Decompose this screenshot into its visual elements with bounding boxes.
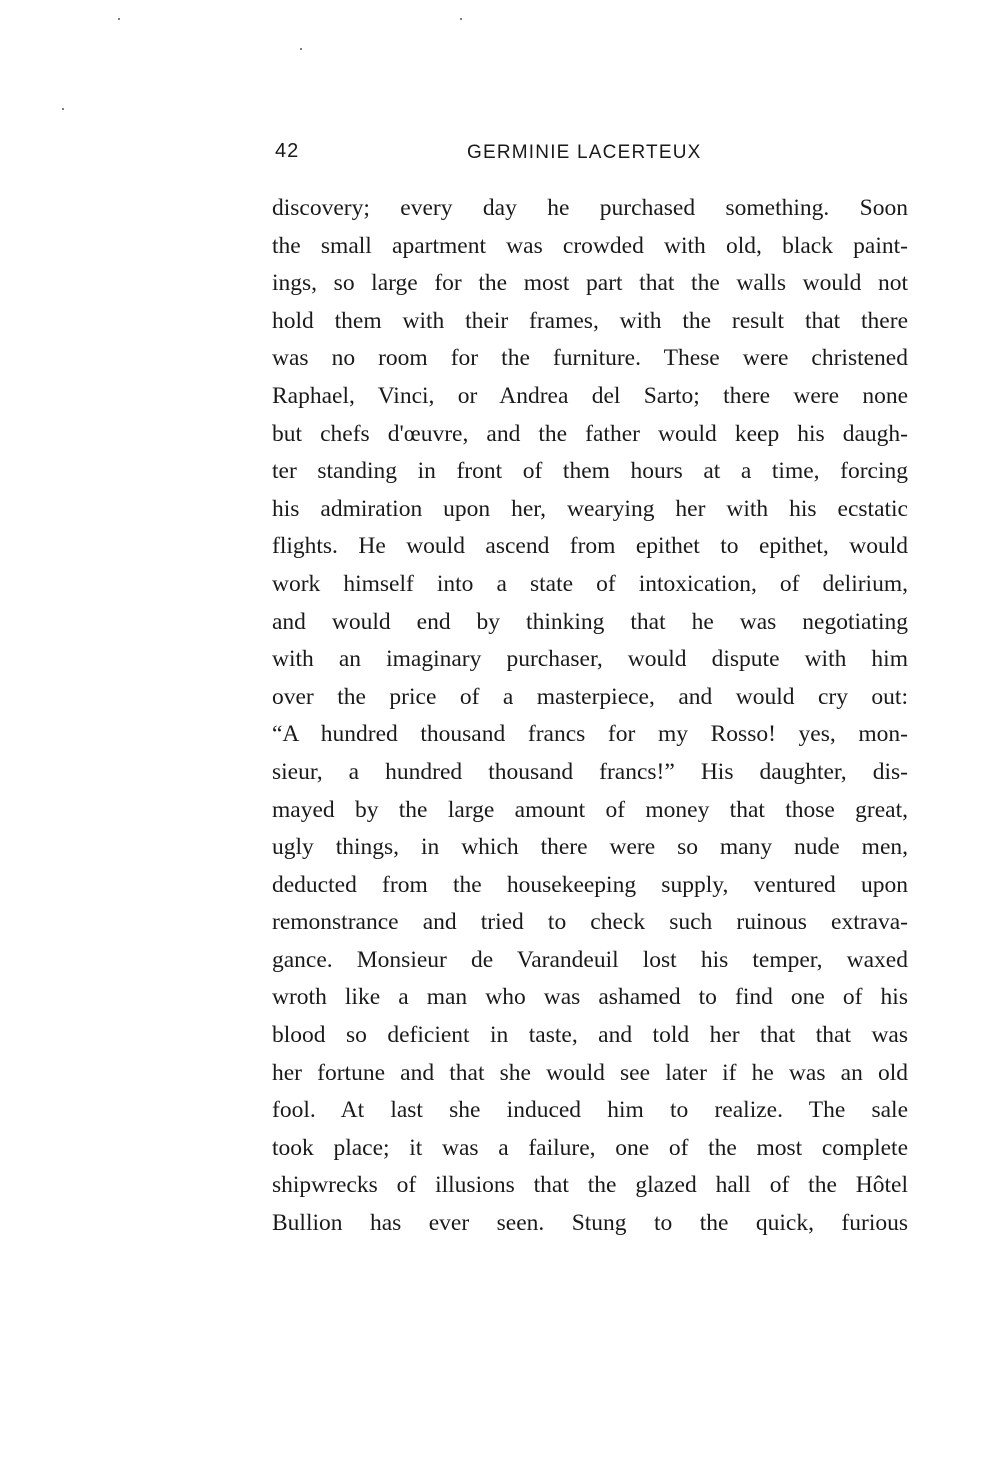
text-line: blood so deficient in taste, and told her that that was [272, 1022, 908, 1049]
text-line: and would end by thinking that he was negotiating [272, 608, 908, 635]
text-line: discovery; every day he purchased something. Soon [272, 195, 908, 221]
text-line: wroth like a man who was ashamed to find one of his [272, 984, 908, 1011]
scan-speck [118, 18, 120, 20]
text-line: but chefs d'œuvre, and the father would keep his daugh- [272, 420, 908, 447]
text-line: fool. At last she induced him to realize. The sale [272, 1097, 908, 1124]
text-line: mayed by the large amount of money that those great, [272, 796, 908, 823]
text-line: deducted from the housekeeping supply, ventured upon [272, 871, 908, 898]
text-line: Bullion has ever seen. Stung to the quick, furious [272, 1210, 908, 1237]
text-line: ugly things, in which there were so many nude men, [272, 834, 908, 861]
text-line: ter standing in front of them hours at a time, forcing [272, 458, 908, 485]
text-line: over the price of a masterpiece, and would cry out: [272, 683, 908, 710]
text-line: hold them with their frames, with the result that there [272, 307, 908, 334]
text-line: her fortune and that she would see later if he was an old [272, 1059, 908, 1086]
scan-speck [62, 108, 64, 110]
page-number: 42 [275, 140, 300, 162]
text-line: gance. Monsieur de Varandeuil lost his temper, waxed [272, 946, 908, 973]
scan-speck [300, 48, 302, 50]
text-line: work himself into a state of intoxication, of delirium, [272, 570, 908, 597]
text-line: flights. He would ascend from epithet to epithet, would [272, 533, 908, 560]
text-line: with an imaginary purchaser, would dispute with him [272, 646, 908, 673]
text-line: the small apartment was crowded with old, black paint- [272, 232, 908, 259]
text-line: Raphael, Vinci, or Andrea del Sarto; there were none [272, 382, 908, 409]
text-line: shipwrecks of illusions that the glazed hall of the Hôtel [272, 1172, 908, 1199]
text-line: “A hundred thousand francs for my Rosso! yes, mon- [272, 721, 908, 748]
book-title: GERMINIE LACERTEUX [467, 142, 702, 163]
text-line: took place; it was a failure, one of the most complete [272, 1134, 908, 1161]
running-head [275, 140, 909, 172]
text-line: his admiration upon her, wearying her with his ecstatic [272, 495, 908, 522]
text-line: remonstrance and tried to check such ruinous extrava- [272, 909, 908, 936]
scan-speck [460, 18, 462, 20]
body-text [272, 190, 908, 1243]
text-line: was no room for the furniture. These were christened [272, 345, 908, 372]
text-line: sieur, a hundred thousand francs!” His daughter, dis- [272, 758, 908, 785]
text-line: ings, so large for the most part that the walls would not [272, 270, 908, 297]
